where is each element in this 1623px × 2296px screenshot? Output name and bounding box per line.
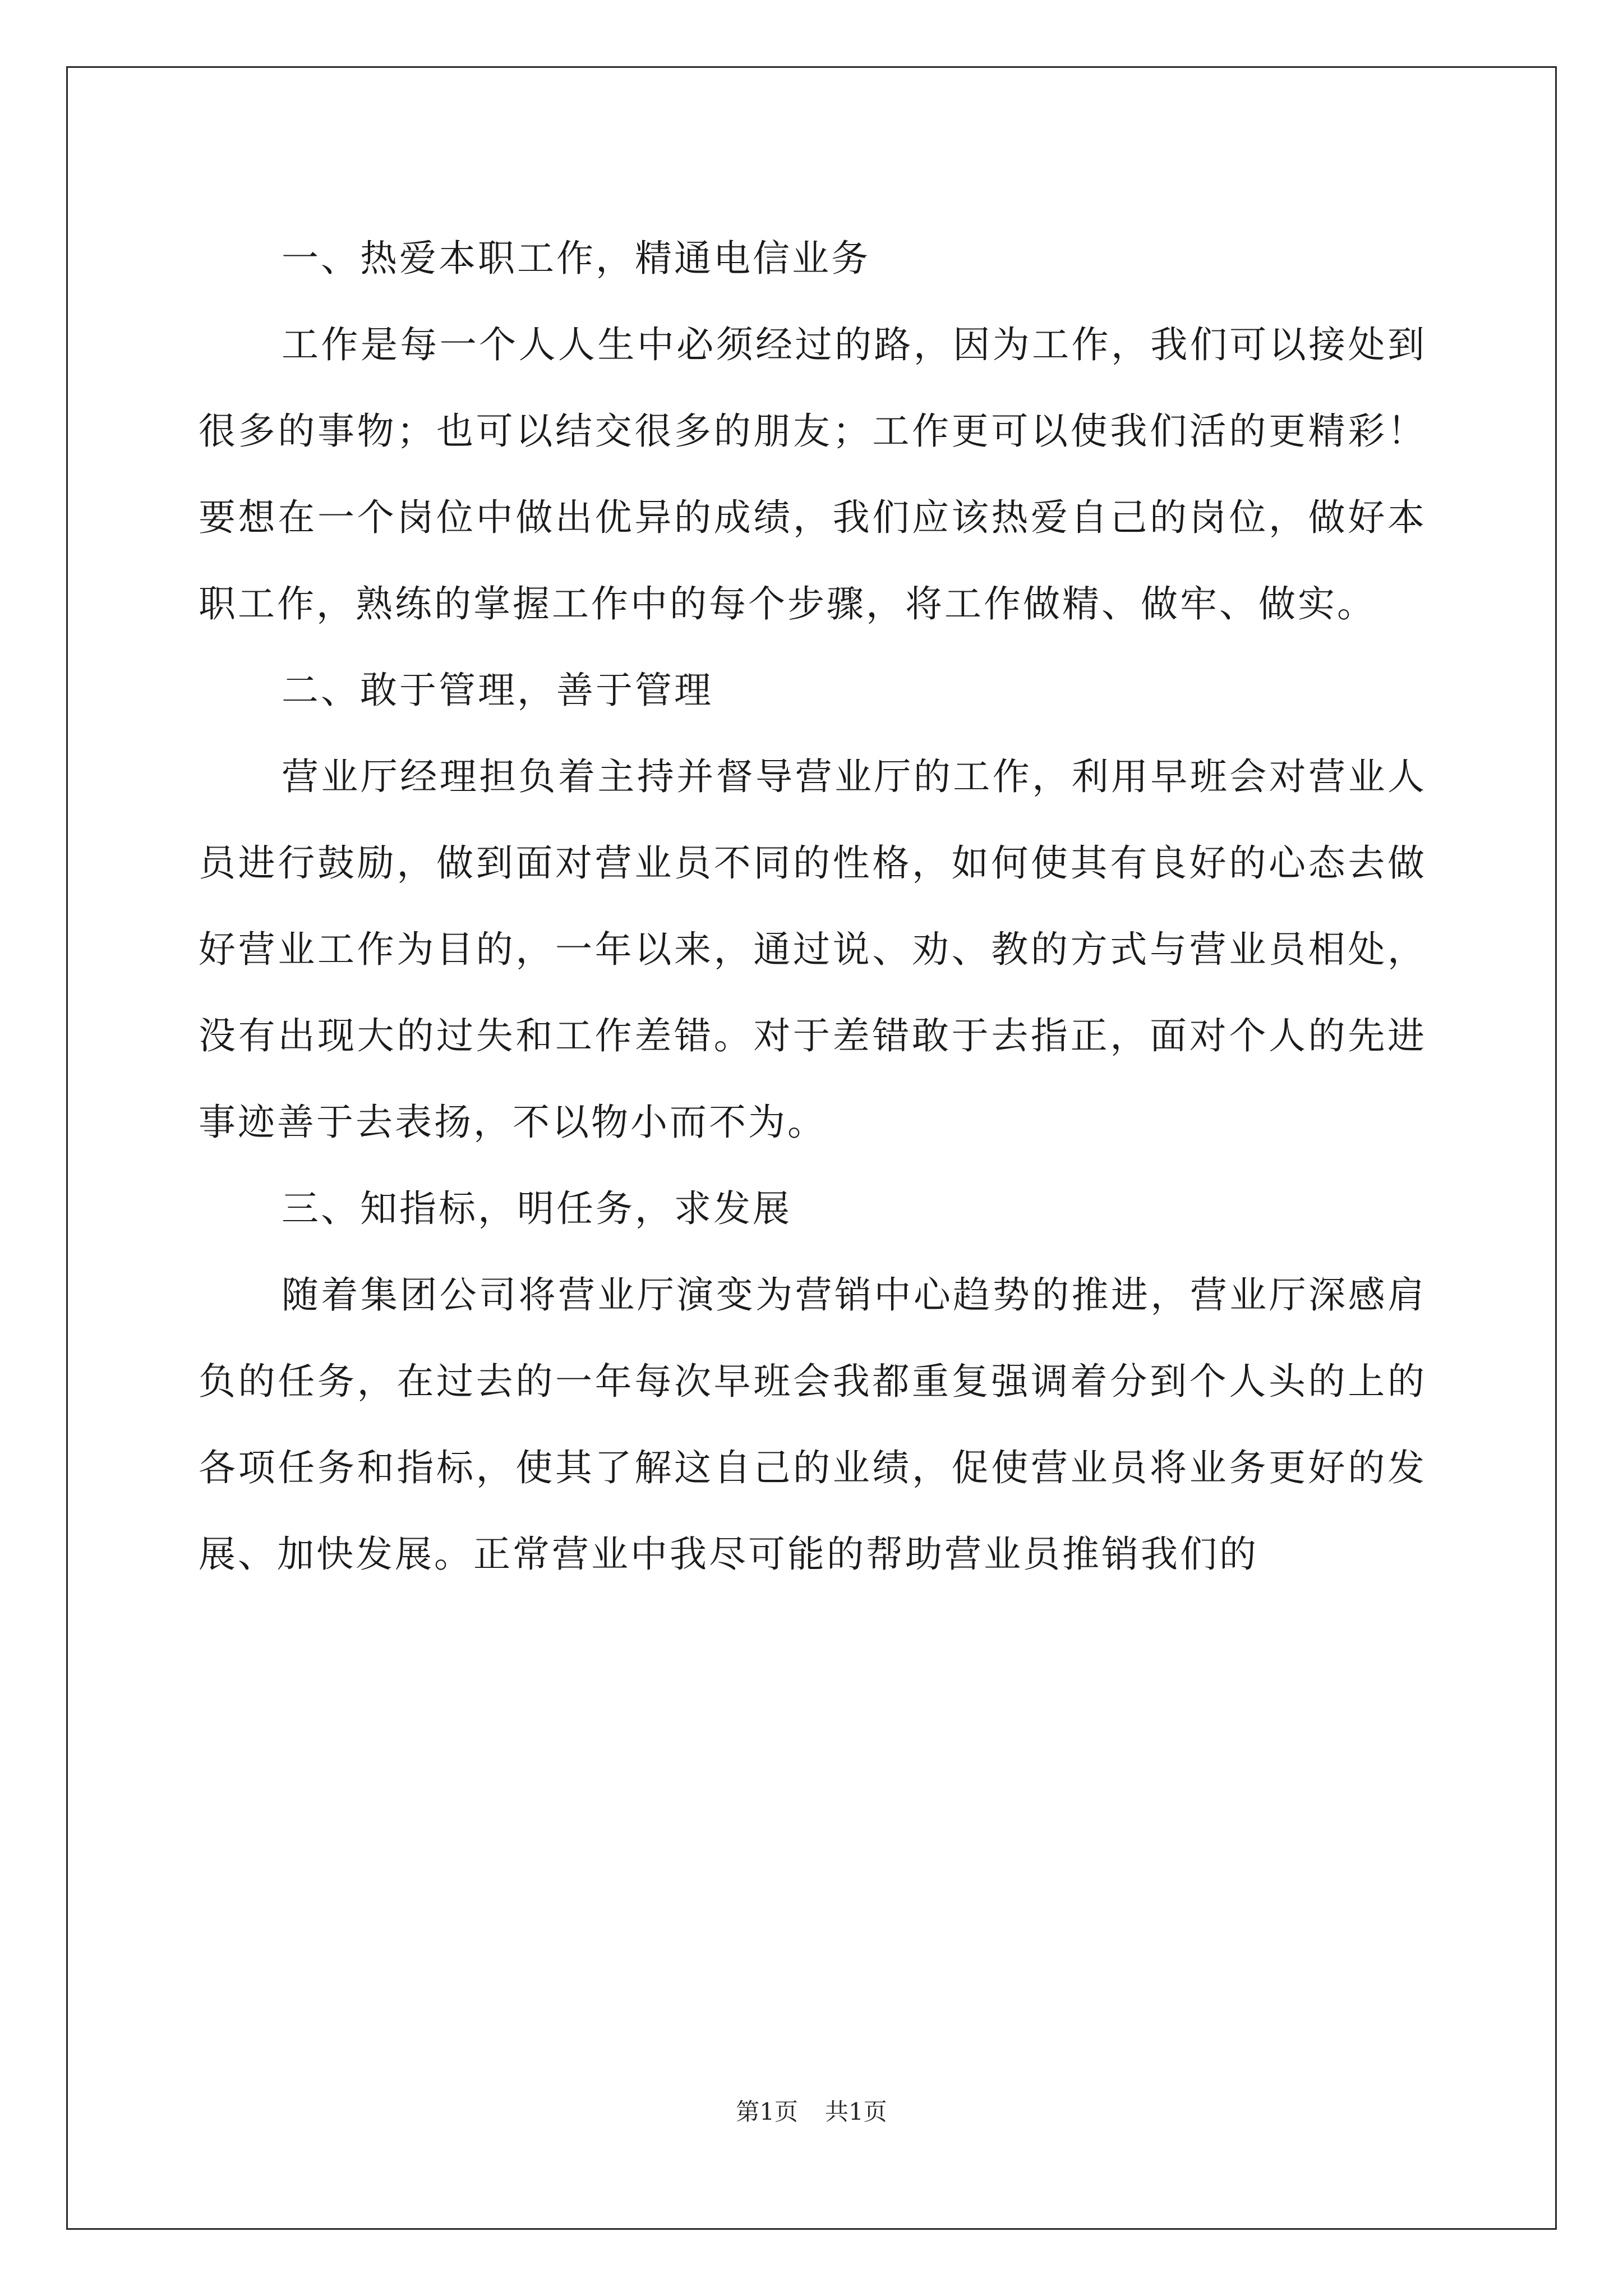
document-body xyxy=(199,215,1427,1598)
section-heading-3: 三、知指标，明任务，求发展 xyxy=(282,1187,792,1230)
body-paragraph-1: 工作是每一个人人生中必须经过的路，因为工作，我们可以接处到很多的事物；也可以结交很多的朋友；工作更可以使我们活的更精彩！要想在一个岗位中做出优异的成绩，我们应该热爱自己的岗位，做好本职工作，熟练的掌握工作中的每个步骤，将工作做精、做牢、做实。 xyxy=(199,323,1427,625)
body-paragraph-2: 营业厅经理担负着主持并督导营业厅的工作，利用早班会对营业人员进行鼓励，做到面对营业员不同的性格，如何使其有良好的心态去做好营业工作为目的，一年以来，通过说、劝、教的方式与营业员相处，没有出现大的过失和工作差错。对于差错敢于去指正，面对个人的先进事迹善于去表扬，不以物小而不为。 xyxy=(199,755,1427,1144)
section-heading-2: 二、敢于管理，善于管理 xyxy=(282,669,713,712)
body-paragraph-3: 随着集团公司将营业厅演变为营销中心趋势的推进，营业厅深感肩负的任务，在过去的一年每次早班会我都重复强调着分到个人头的上的各项任务和指标，使其了解这自己的业绩，促使营业员将业务更好的发展、加快发展。正常营业中我尽可能的帮助营业员推销我们的 xyxy=(199,1273,1427,1576)
section-heading-1: 一、热爱本职工作，精通电信业务 xyxy=(282,237,870,280)
page-number-total: 共1页 xyxy=(825,2098,887,2125)
page-number-current: 第1页 xyxy=(736,2098,798,2125)
page-footer xyxy=(0,2095,1623,2129)
